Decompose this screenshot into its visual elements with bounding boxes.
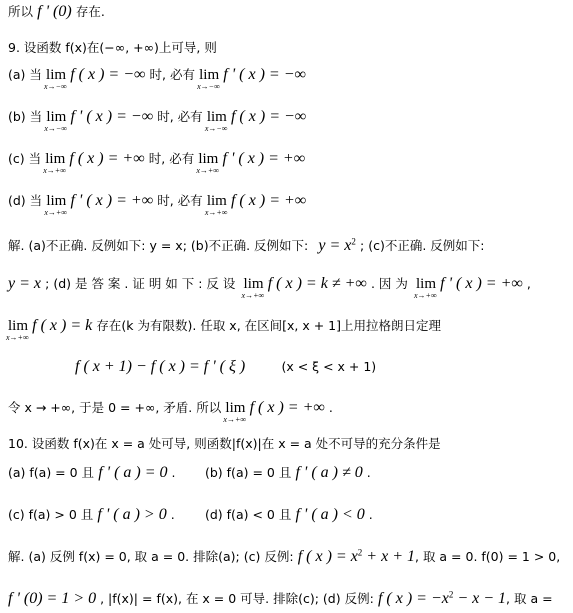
math-expression: f ' ( x ) = +∞ bbox=[440, 275, 523, 292]
question-text: 9. 设函数 f(x)在(−∞, +∞)上可导, 则 bbox=[8, 40, 217, 55]
math-expression: f ' ( x ) = +∞ bbox=[222, 150, 306, 167]
option-10c bbox=[8, 505, 175, 524]
superscript: 2 bbox=[351, 236, 356, 247]
limit bbox=[6, 318, 29, 342]
static-text: . bbox=[364, 507, 373, 522]
limit-subscript: x→+∞ bbox=[44, 208, 67, 217]
lim-word: lim bbox=[416, 276, 437, 292]
lim-word: lim bbox=[206, 193, 227, 209]
limit-subscript: x→+∞ bbox=[6, 333, 29, 342]
limit-subscript: x→−∞ bbox=[44, 124, 67, 133]
static-text: 所以 bbox=[8, 4, 34, 19]
option-label: (a) f(a) = 0 且 bbox=[8, 465, 95, 480]
limit bbox=[196, 151, 219, 175]
solution-line bbox=[8, 547, 560, 566]
static-text: 令 x → +∞, 于是 0 = +∞, 矛盾. 所以 bbox=[8, 400, 222, 415]
limit-subscript: x→+∞ bbox=[223, 415, 247, 424]
limit-subscript: x→−∞ bbox=[197, 82, 220, 91]
math-expression: f ' ( a ) = 0 bbox=[98, 464, 168, 481]
limit-subscript: x→+∞ bbox=[196, 166, 219, 175]
math-expression: f ( x ) = −∞ bbox=[70, 66, 146, 83]
lim-word: lim bbox=[225, 400, 246, 416]
lim-word: lim bbox=[199, 67, 220, 83]
math-expression: f ' ( x ) = −∞ bbox=[70, 108, 154, 125]
lim-word: lim bbox=[243, 276, 264, 292]
limit bbox=[241, 276, 265, 300]
question-9 bbox=[8, 38, 217, 56]
option-label: (a) 当 bbox=[8, 67, 42, 82]
solution-line bbox=[8, 398, 333, 424]
lim-word: lim bbox=[45, 151, 66, 167]
limit bbox=[44, 193, 67, 217]
solution-line bbox=[8, 274, 531, 300]
static-text: . 因 为 bbox=[370, 276, 408, 291]
question-text: 10. 设函数 f(x)在 x = a 处可导, 则函数|f(x)|在 x = a 处不可导的充分条件是 bbox=[8, 436, 441, 451]
limit bbox=[414, 276, 437, 300]
math-expression: f ' (0) = 1 > 0 bbox=[8, 590, 97, 607]
static-text: . bbox=[328, 400, 333, 415]
lim-word: lim bbox=[8, 318, 29, 334]
static-text: , |f(x)| = f(x), 在 x = 0 可导. 排除(c); (d) 反例: bbox=[96, 591, 374, 606]
math-expression: f ( x ) = +∞ bbox=[69, 150, 145, 167]
limit-subscript: x→+∞ bbox=[204, 208, 228, 217]
question-10 bbox=[8, 434, 441, 452]
math-expression: y = x bbox=[8, 275, 41, 292]
option-label: (c) f(a) > 0 且 bbox=[8, 507, 94, 522]
option-label: (b) f(a) = 0 且 bbox=[205, 465, 292, 480]
option-b bbox=[8, 107, 307, 133]
math-expression: f ' ( a ) < 0 bbox=[295, 506, 365, 523]
limit-subscript: x→−∞ bbox=[204, 124, 228, 133]
static-text: 时, 必有 bbox=[148, 151, 195, 166]
option-label: (d) f(a) < 0 且 bbox=[205, 507, 292, 522]
limit-subscript: x→+∞ bbox=[43, 166, 66, 175]
math-expression: f ( x ) = −x bbox=[377, 590, 449, 607]
limit-subscript: x→+∞ bbox=[414, 291, 437, 300]
static-text: 存在(k 为有限数). 任取 x, 在区间[x, x + 1]上用拉格朗日定理 bbox=[96, 318, 442, 333]
lim-word: lim bbox=[46, 67, 67, 83]
solution-line bbox=[8, 236, 485, 255]
math-expression: f ( x + 1) − f ( x ) = f ' ( ξ ) bbox=[75, 358, 246, 375]
static-text: 时, 必有 bbox=[157, 109, 203, 124]
limit-subscript: x→−∞ bbox=[44, 82, 67, 91]
solution-line bbox=[8, 589, 553, 608]
static-text: . bbox=[167, 465, 176, 480]
lim-word: lim bbox=[46, 109, 67, 125]
superscript: 2 bbox=[448, 589, 454, 600]
static-text: , 取 a = 0. f(0) = 1 > 0, bbox=[415, 549, 561, 564]
math-expression: f ( x ) = +∞ bbox=[249, 399, 325, 416]
static-text: ; (c)不正确. 反例如下: bbox=[360, 238, 485, 253]
math-expression: f ( x ) = −∞ bbox=[230, 108, 307, 125]
static-text: , 取 a = bbox=[506, 591, 553, 606]
math-expression: y = x bbox=[318, 237, 352, 254]
static-text: 时, 必有 bbox=[157, 193, 203, 208]
static-text: (x < ξ < x + 1) bbox=[281, 359, 377, 374]
math-expression: f ' ( a ) ≠ 0 bbox=[295, 464, 363, 481]
lim-word: lim bbox=[206, 109, 227, 125]
math-expression: + x + 1 bbox=[362, 548, 415, 565]
superscript: 2 bbox=[357, 547, 363, 558]
math-expression: f ' ( a ) > 0 bbox=[97, 506, 167, 523]
static-text: ; (d) 是 答 案 . 证 明 如 下 : 反 设 bbox=[45, 276, 236, 291]
option-10b bbox=[205, 463, 371, 482]
math-expression: f ( x ) = k bbox=[32, 317, 93, 334]
limit bbox=[204, 193, 228, 217]
math-expression: f ( x ) = +∞ bbox=[230, 192, 307, 209]
static-text: . bbox=[166, 507, 175, 522]
text-line bbox=[8, 2, 105, 21]
option-a bbox=[8, 65, 306, 91]
limit bbox=[204, 109, 228, 133]
math-expression: − x − 1 bbox=[453, 590, 507, 607]
math-expression: f ' (0) bbox=[37, 3, 72, 20]
option-10d bbox=[205, 505, 373, 524]
limit bbox=[43, 151, 66, 175]
static-text: 时, 必有 bbox=[149, 67, 195, 82]
static-text: 解. (a) 反例 f(x) = 0, 取 a = 0. 排除(a); (c) 反例: bbox=[8, 549, 294, 564]
option-label: (c) 当 bbox=[8, 151, 42, 166]
lim-word: lim bbox=[46, 193, 67, 209]
limit bbox=[44, 67, 67, 91]
static-text: 存在. bbox=[75, 4, 105, 19]
math-expression: f ( x ) = x bbox=[297, 548, 358, 565]
option-label: (d) 当 bbox=[8, 193, 43, 208]
static-text: . bbox=[362, 465, 371, 480]
limit bbox=[197, 67, 220, 91]
option-label: (b) 当 bbox=[8, 109, 43, 124]
math-expression: f ' ( x ) = +∞ bbox=[70, 192, 154, 209]
static-text: 解. (a)不正确. 反例如下: y = x; (b)不正确. 反例如下: bbox=[8, 238, 309, 253]
lim-word: lim bbox=[198, 151, 219, 167]
limit-subscript: x→+∞ bbox=[241, 291, 265, 300]
math-expression: f ' ( x ) = −∞ bbox=[223, 66, 306, 83]
display-equation bbox=[75, 358, 376, 376]
option-10a bbox=[8, 463, 175, 482]
limit bbox=[223, 400, 247, 424]
solution-line bbox=[6, 316, 442, 342]
limit bbox=[44, 109, 67, 133]
static-text: , bbox=[526, 276, 531, 291]
option-c bbox=[8, 149, 306, 175]
math-expression: f ( x ) = k ≠ +∞ bbox=[267, 275, 367, 292]
option-d bbox=[8, 191, 307, 217]
